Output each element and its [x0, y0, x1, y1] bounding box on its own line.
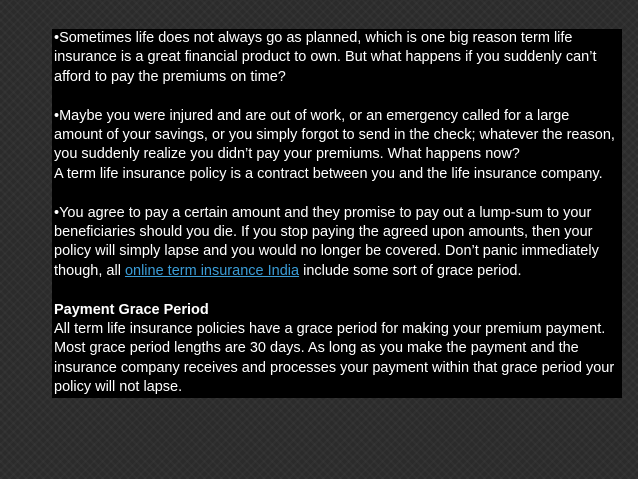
slide-text-box: [52, 29, 622, 398]
paragraph-agree-to-pay: [54, 204, 616, 282]
paragraph-sometimes-life: •Sometimes life does not always go as planned, which is one big reason term life insurance is a great financial product to own. But what happens if you suddenly can’t afford to pay the premiums on time?: [54, 30, 597, 85]
heading-payment-grace-period: Payment Grace Period: [54, 301, 209, 318]
paragraph-spacer: [54, 87, 616, 106]
paragraph-grace-period: All term life insurance policies have a grace period for making your premium payment. Most grace period lengths are 30 days. As long as you make the payment and the insurance company receives and processes your payment within that grace period your policy will not lapse.: [54, 321, 615, 396]
paragraph-agree-to-pay-text-end: include some sort of grace period.: [299, 262, 522, 279]
paragraph-contract: A term life insurance policy is a contract between you and the life insurance company.: [54, 165, 603, 182]
paragraph-agree-to-pay-text: •You agree to pay a certain amount and they promise to pay out a lump-sum to your beneficiaries should you die. If you stop paying the agreed upon amounts, then your policy will simply lapse and you would no longer be covered. Don’t panic immediately though, all: [54, 204, 599, 279]
paragraph-maybe-injured: •Maybe you were injured and are out of work, or an emergency called for a large amount of your savings, or you simply forgot to send in the check; whatever the reason, you suddenly realize you didn’t pay your premiums. What happens now?: [54, 107, 615, 163]
paragraph-spacer: [54, 184, 616, 203]
paragraph-spacer: [54, 281, 616, 300]
online-term-insurance-link[interactable]: online term insurance India: [124, 262, 300, 279]
